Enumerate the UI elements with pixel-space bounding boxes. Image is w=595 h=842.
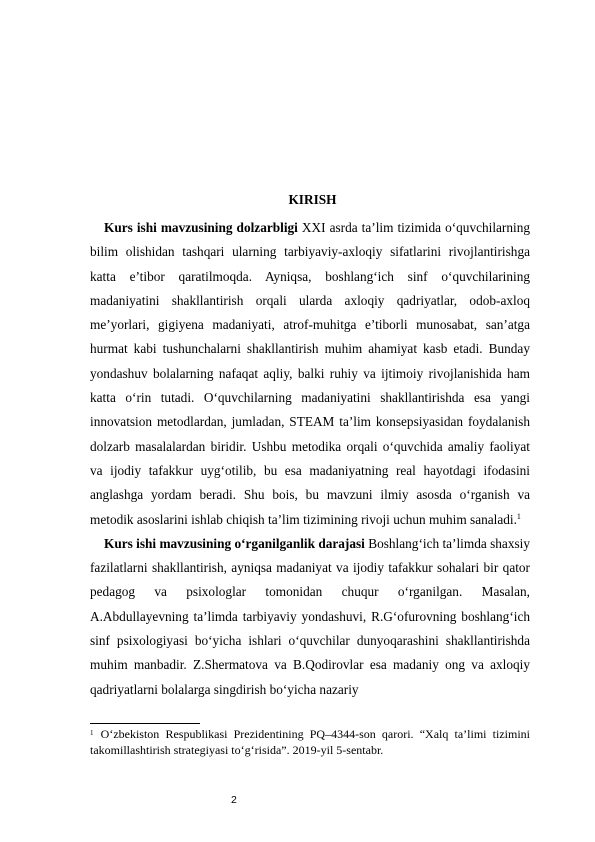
research-level-label: Kurs ishi mavzusining o‘rganilganlik darajasi	[104, 535, 365, 551]
section-heading: KIRISH	[288, 192, 337, 207]
footnote-reference[interactable]: 1	[516, 511, 521, 521]
footnote-separator	[90, 723, 200, 724]
relevance-text: XXI asrda ta’lim tizimida o‘quvchilarning bilim olishidan tashqari ularning tarbiyaviy-axloqiy sifatlarini rivojlantirishga katta e’tibor qaratilmoqda. Ayniqsa, boshlang‘ich sinf o‘quvchilarining madaniyatini shakllantirish orqali ularda axloqiy qadriyatlar, odob-axloq me’yorlari, gigiyena madaniyati, atrof-muhitga e’tiborli munosabat, san’atga hurmat kabi tushunchalarni shakllantirish muhim ahamiyat kasb etadi. Bunday yondashuv bolalarning nafaqat aqliy, balki ruhiy va ijtimoiy rivojlanishida ham katta o‘rin tutadi. O‘quvchilarning madaniyatini shakllantirishda esa yangi innovatsion metodlardan, jumladan, STEAM ta’lim konsepsiyasidan foydalanish dolzarb masalalardan biridir. Ushbu metodika orqali o‘quvchida amaliy faoliyat va ijodiy tafakkur uyg‘otilib, bu esa madaniyatning real hayotdagi ifodasini anglashga yordam beradi. Shu bois, bu mavzuni ilmiy asosda o‘rganish va metodik asoslarini ishlab chiqish ta’lim tizimining rivoji uchun muhim sanaladi.	[90, 220, 530, 527]
relevance-label: Kurs ishi mavzusining dolzarbligi	[104, 220, 298, 235]
research-level-text: Boshlang‘ich ta’limda shaxsiy fazilatlarni shakllantirish, ayniqsa madaniyat va ijodiy tafakkur sohalari bir qator pedagog va psixologlar tomonidan chuqur o‘rganilgan. Masalan, A.Abdullayevning ta’limda tarbiyaviy yondashuvi, R.G‘ofurovning boshlang‘ich sinf psixologiyasi bo‘yicha ishlari o‘quvchilar dunyoqarashini shakllantirishda muhim manbadir. Z.Shermatova va B.Qodirovlar esa madaniy ong va axloqiy qadriyatlarni bolalarga singdirish bo‘yicha nazariy	[90, 535, 530, 697]
relevance-paragraph	[90, 216, 530, 532]
body-text	[90, 216, 530, 702]
research-level-paragraph	[90, 532, 530, 702]
footnote-marker: 1	[90, 729, 94, 737]
page-number: 2	[231, 794, 237, 806]
footnote-text: O‘zbekiston Respublikasi Prezidentining PQ–4344-son qarori. “Xalq ta’limi tizimini takomillashtirish strategiyasi to‘g‘risida”. 2019-yil 5-sentabr.	[90, 727, 530, 757]
footnote	[90, 726, 530, 758]
